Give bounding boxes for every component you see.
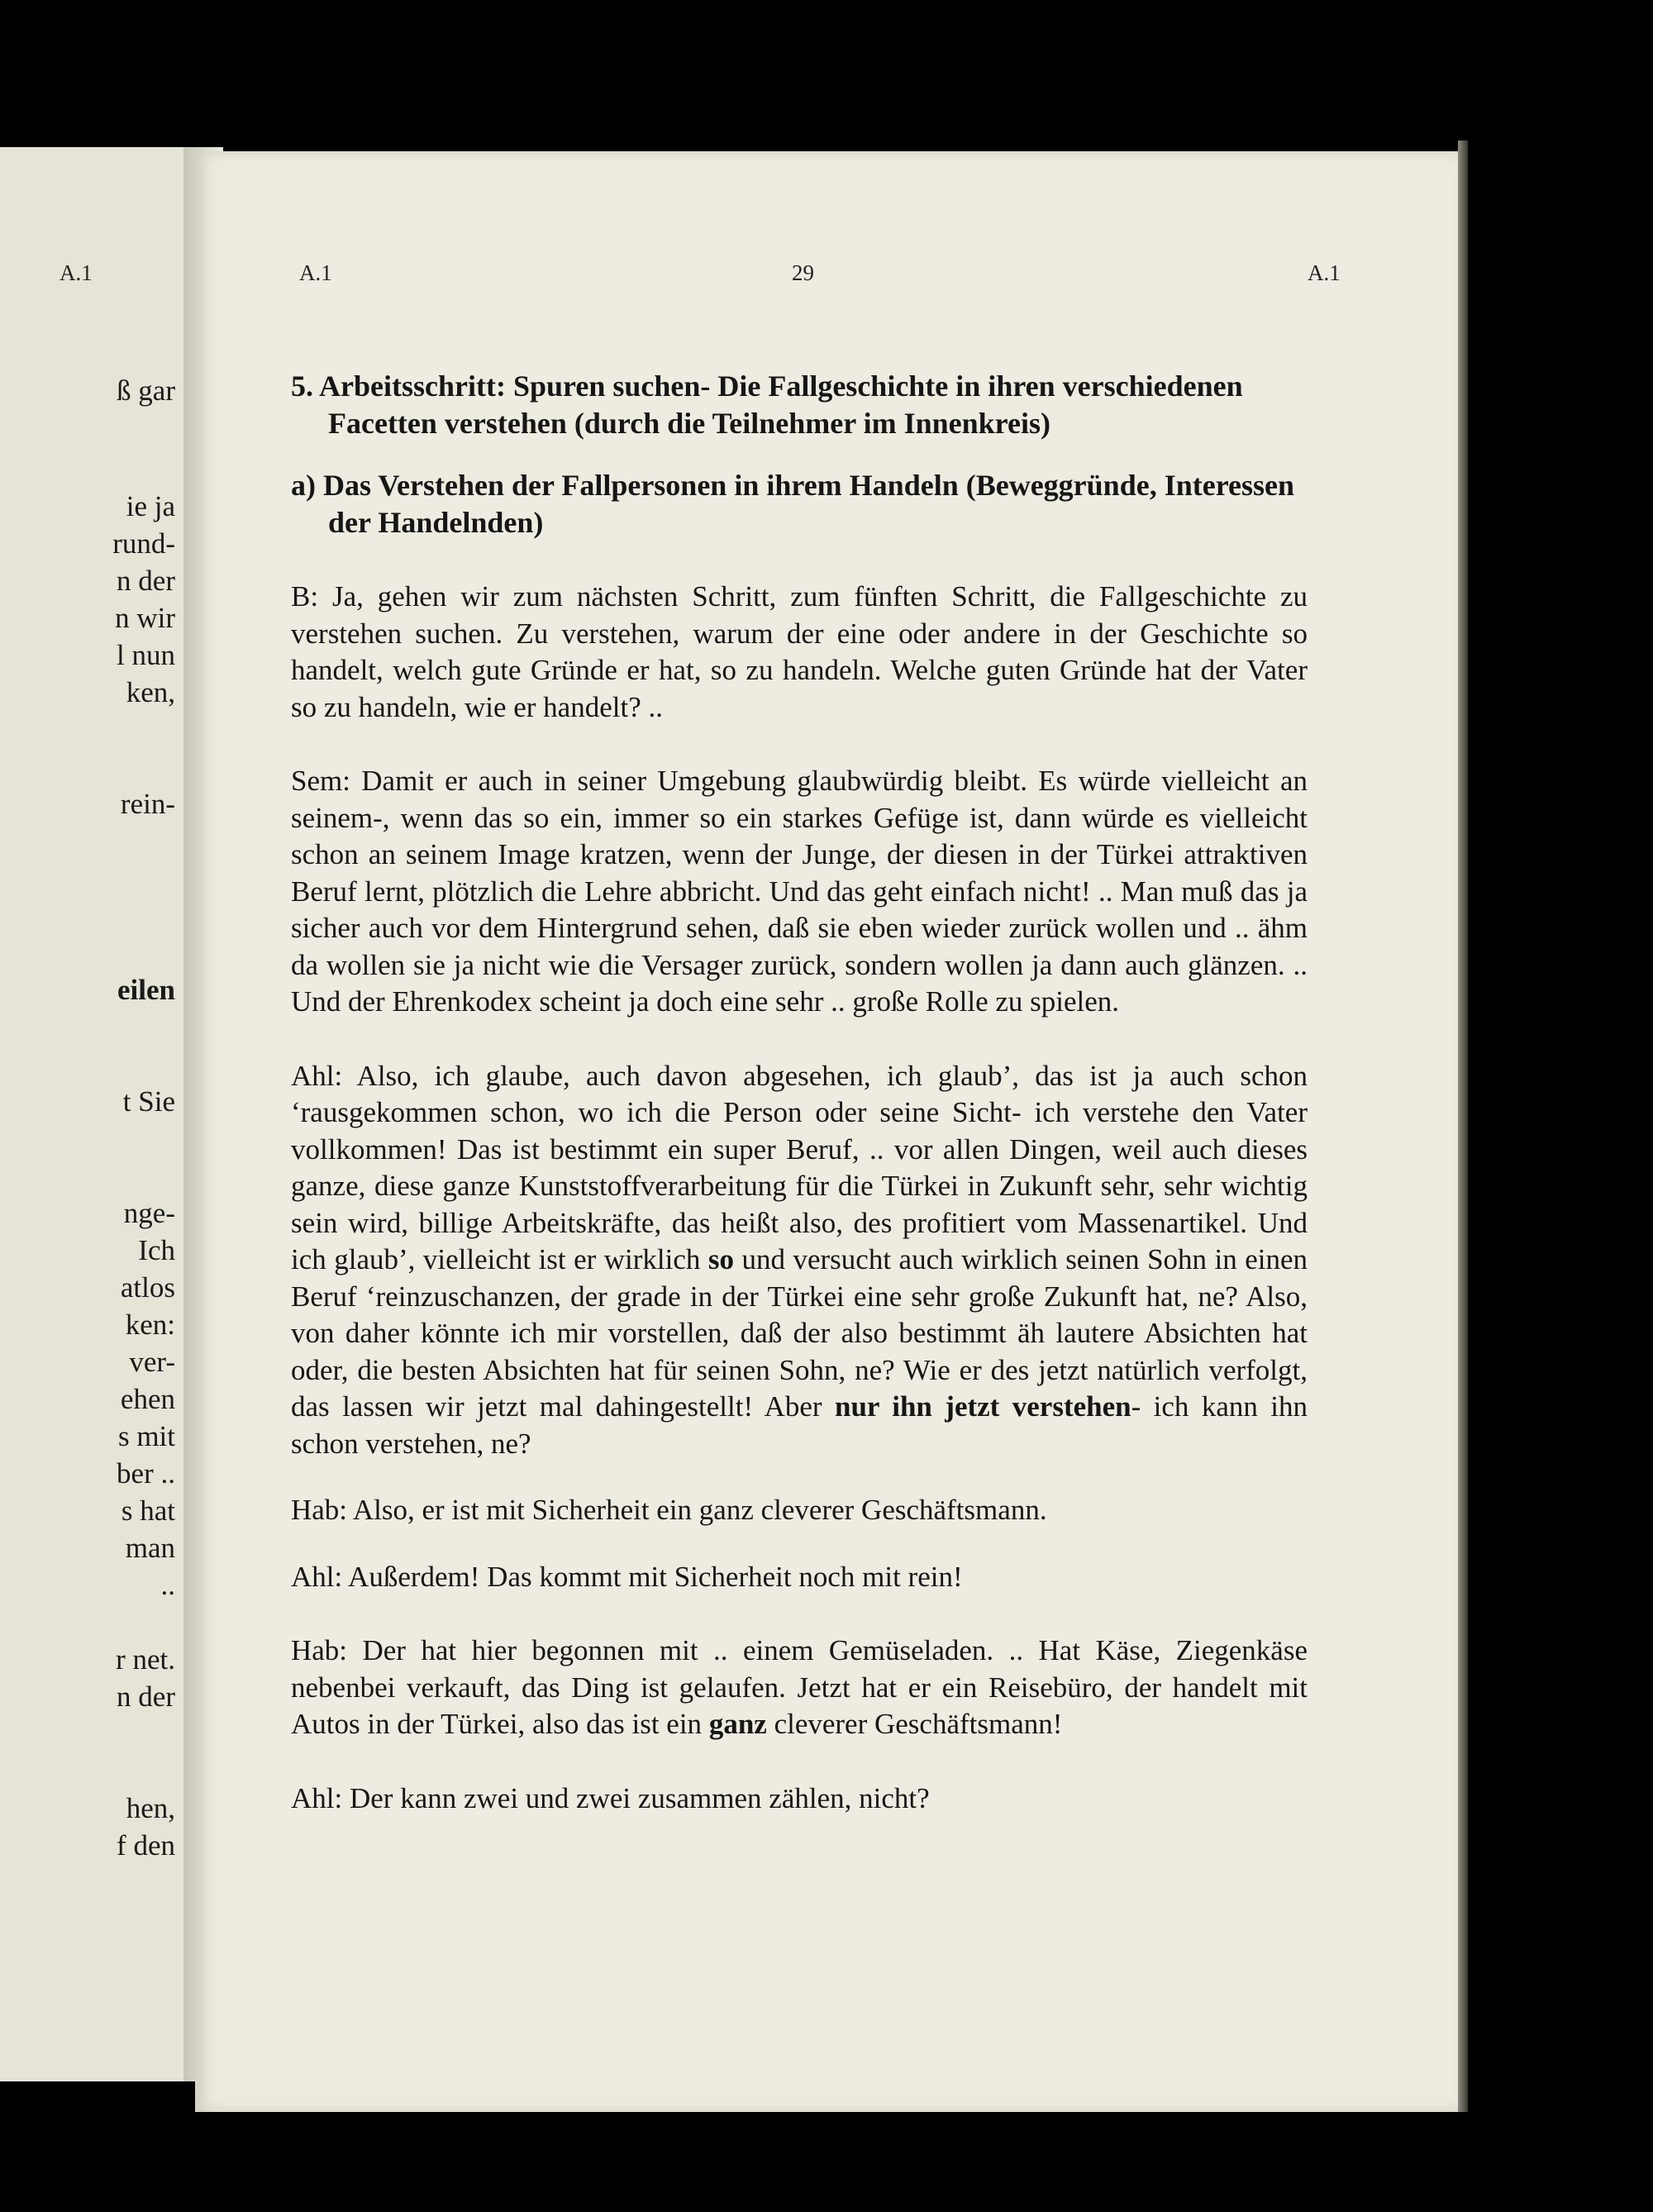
page-header-left: A.1 xyxy=(299,260,332,285)
left-page-line: ken, xyxy=(126,676,175,708)
left-page-line: atlos xyxy=(120,1271,175,1304)
left-page-line: ber .. xyxy=(117,1457,175,1490)
left-page-line: ehen xyxy=(120,1383,175,1415)
left-page-line: r net. xyxy=(116,1643,175,1676)
paragraph-hab-2: Hab: Der hat hier begonnen mit .. einem Gemüseladen. .. Hat Käse, Ziegenkäse nebenbei verkauft, das Ding ist gelaufen. Jetzt hat er ein Reisebüro, der handelt mit Autos in der Türkei, also das ist ein ganz cleverer Geschäftsmann! xyxy=(291,1634,1308,1740)
paragraph-hab-1: Hab: Also, er ist mit Sicherheit ein ganz cleverer Geschäftsmann. xyxy=(291,1494,1047,1526)
left-page-line: ken: xyxy=(125,1309,175,1341)
left-page-line: s hat xyxy=(121,1495,175,1527)
left-page-line: n der xyxy=(117,1680,175,1713)
left-page-line: n der xyxy=(117,565,175,597)
paragraph-ahl-1: Ahl: Also, ich glaube, auch davon abgesehen, ich glaub’, das ist ja auch schon ‘rausgekommen schon, wo ich die Person oder seine Sicht- ich verstehe den Vater vollkommen! Das ist bestimmt ein super Beruf, .. vor allen Dingen, weil auch dieses ganze, diese ganze Kunststoffverarbeitung für die Türkei in Zukunft sehr, sehr wichtig sein wird, billige Arbeitskräfte, das heißt also, des profitiert vom Massenartikel. Und ich glaub’, vielleicht ist er wirklich so und versucht auch wirklich seinen Sohn in einen Beruf ‘reinzuschanzen, der grade in der Türkei eine sehr große Zukunft hat, ne? Also, von daher könnte ich mir vorstellen, daß der also bestimmt äh lautere Absichten hat oder, die besten Absichten hat für seinen Sohn, ne? Wie er des jetzt natürlich verfolgt, das lassen wir jetzt mal dahingestellt! Aber nur ihn jetzt verstehen- ich kann ihn schon verstehen, ne? xyxy=(291,1059,1308,1460)
left-page-line: n wir xyxy=(115,602,175,634)
page-number: 29 xyxy=(792,260,814,285)
left-page-line: t Sie xyxy=(122,1085,175,1118)
left-page-line: l nun xyxy=(117,639,175,671)
paragraph-ahl-2: Ahl: Außerdem! Das kommt mit Sicherheit noch mit rein! xyxy=(291,1560,963,1593)
section-heading: 5. Arbeitsschritt: Spuren suchen- Die Fallgeschichte in ihren verschiedenen Facetten verstehen (durch die Teilnehmer im Innenkreis) xyxy=(291,369,1243,440)
page-header-right: A.1 xyxy=(1308,260,1341,285)
emphasis-so: so xyxy=(707,1243,735,1275)
paragraph-ahl-3: Ahl: Der kann zwei und zwei zusammen zählen, nicht? xyxy=(291,1781,930,1814)
emphasis-ganz: ganz xyxy=(708,1708,767,1740)
left-page-line: rein- xyxy=(120,788,175,820)
subsection-heading: a) Das Verstehen der Fallpersonen in ihrem Handeln (Beweggründe, Interessen der Handelnden) xyxy=(291,469,1295,539)
emphasis-verstehen: nur ihn jetzt verstehen xyxy=(835,1390,1131,1423)
left-page-line: eilen xyxy=(117,974,175,1006)
left-page-line: s mit xyxy=(117,1420,175,1452)
left-page-line: .. xyxy=(160,1569,175,1601)
left-page-line: f den xyxy=(117,1829,175,1862)
left-page-header: A.1 xyxy=(60,260,93,285)
left-page-line: ß gar xyxy=(117,374,175,407)
left-page-line: hen, xyxy=(126,1792,175,1824)
paragraph-sem: Sem: Damit er auch in seiner Umgebung glaubwürdig bleibt. Es würde vielleicht an seinem-, wenn das so ein, immer so ein starkes Gefüge ist, dann würde es vielleicht schon an seinem Image kratzen, wenn der Junge, der diesen in der Türkei attraktiven Beruf lernt, plötzlich die Lehre abbricht. Und das geht einfach nicht! .. Man muß das ja sicher auch vor dem Hintergrund sehen, daß sie eben wieder zurück wollen und .. ähm da wollen sie ja nicht wie die Versager zurück, sondern wollen ja dann auch glänzen. .. Und der Ehrenkodex scheint ja doch eine sehr .. große Rolle zu spielen. xyxy=(291,765,1308,1018)
paragraph-b: B: Ja, gehen wir zum nächsten Schritt, zum fünften Schritt, die Fallgeschichte zu verstehen suchen. Zu verstehen, warum der eine oder andere in der Geschichte so handelt, welch gute Gründe er hat, so zu handeln. Welche guten Gründe hat der Vater so zu handeln, wie er handelt? .. xyxy=(291,580,1308,723)
left-page-line: ie ja xyxy=(126,490,175,522)
left-page-line: nge- xyxy=(123,1197,175,1229)
left-page-line: man xyxy=(125,1532,175,1564)
left-page-line: Ich xyxy=(138,1234,175,1266)
page-edge xyxy=(1458,141,1468,2112)
left-page-line: ver- xyxy=(129,1346,175,1378)
left-page-line: rund- xyxy=(112,527,175,560)
page-body xyxy=(291,368,1308,1817)
